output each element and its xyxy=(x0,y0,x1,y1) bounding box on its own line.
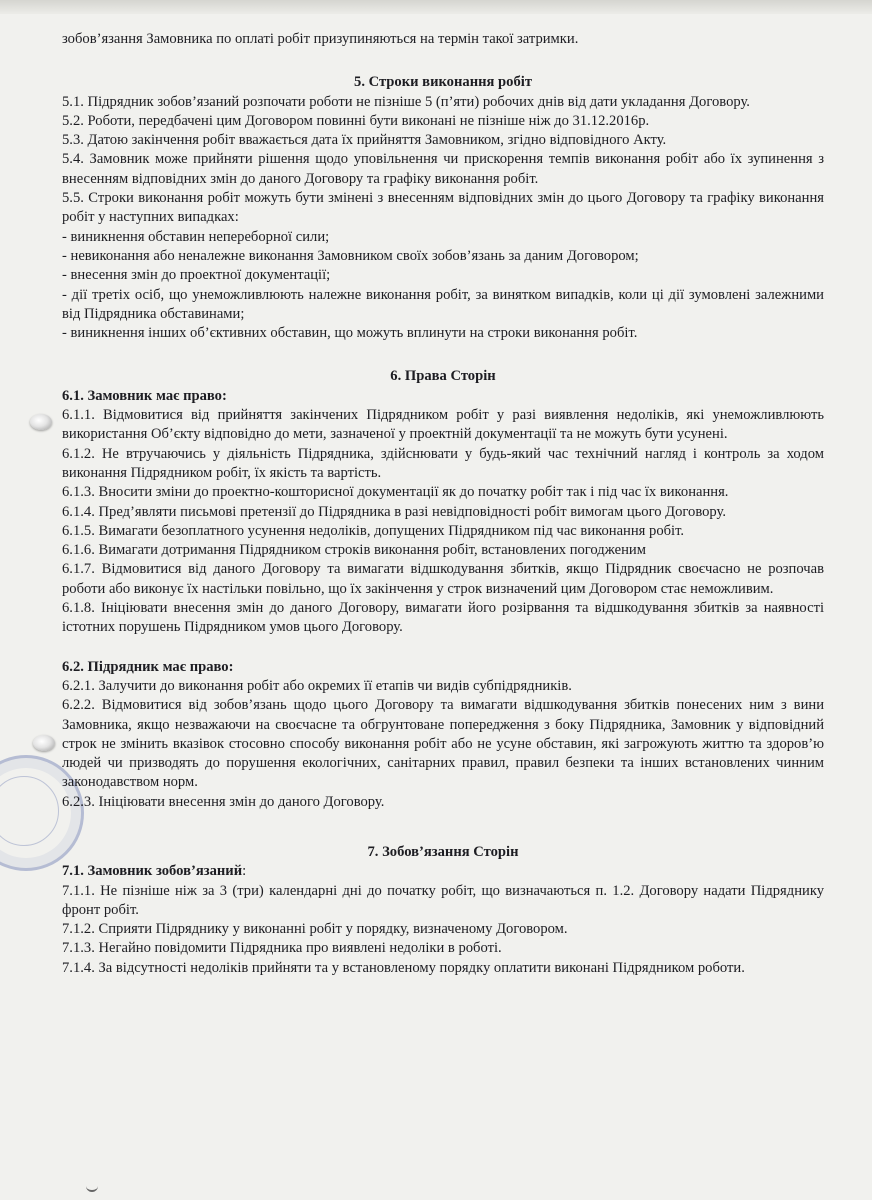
seal-inner-ring xyxy=(0,776,59,846)
clause-7-1-2: 7.1.2. Сприяти Підряднику у виконанні робіт у порядку, визначеному Договором. xyxy=(62,921,568,938)
section-6-title: 6. Права Сторін xyxy=(390,368,496,385)
clause-5-5: 5.5. Строки виконання робіт можуть бути змінені з внесенням відповідних змін до цього Договору та графіку виконання робіт у наступних випадках: xyxy=(62,190,824,226)
subsection-7-1-colon: : xyxy=(242,863,247,880)
section-7-title: 7. Зобов’язання Сторін xyxy=(367,843,519,860)
intro-paragraph: зобов’язання Замовника по оплаті робіт призупиняються на термін такої затримки. xyxy=(62,31,579,47)
page-number-mark xyxy=(86,1184,98,1192)
clause-7-1-3: 7.1.3. Негайно повідомити Підрядника про виявлені недоліки в роботі. xyxy=(62,940,502,957)
clause-7-1-4: 7.1.4. За відсутності недоліків прийняти та у встановленому порядку оплатити виконані Підрядником роботи. xyxy=(62,959,745,976)
clause-6-1-6: 6.1.6. Вимагати дотримання Підрядником строків виконання робіт, встановлених погодженим xyxy=(62,542,646,559)
document-body xyxy=(62,30,824,978)
clause-5-3: 5.3. Датою закінчення робіт вважається дата їх прийняття Замовником, згідно відповідного Акту. xyxy=(62,132,667,149)
clause-6-1-1: 6.1.1. Відмовитися від прийняття закінчених Підрядником робіт у разі виявлення недоліків, які унеможливлюють використання Об’єкту відповідно до мети, зазначеної у проектній документації та не можуть бути усунені. xyxy=(62,407,824,443)
clause-6-1-3: 6.1.3. Вносити зміни до проектно-кошторисної документації як до початку робіт так і під час їх виконання. xyxy=(62,484,729,501)
punch-hole-upper xyxy=(30,414,52,430)
clause-6-1-5: 6.1.5. Вимагати безоплатного усунення недоліків, допущених Підрядником під час виконання робіт. xyxy=(62,522,685,539)
subsection-7-1-title-bold: 7.1. Замовник зобов’язаний xyxy=(62,863,243,880)
clause-6-1-8: 6.1.8. Ініціювати внесення змін до даного Договору, вимагати його розірвання та відшкодування збитків за наявності істотних порушень Підрядником умов цього Договору. xyxy=(62,600,824,636)
subsection-6-1-title: 6.1. Замовник має право: xyxy=(62,387,227,404)
subsection-6-2-title: 6.2. Підрядник має право: xyxy=(62,658,234,675)
list-item-third-parties: - дії третіх осіб, що унеможливлюють належне виконання робіт, за винятком випадків, коли ці дії зумовлені залежними від Підрядника обставинами; xyxy=(62,286,824,322)
clause-5-2: 5.2. Роботи, передбачені цим Договором повинні бути виконані не пізніше ніж до 31.12.2016р. xyxy=(62,112,650,129)
clause-6-1-7: 6.1.7. Відмовитися від даного Договору та вимагати відшкодування збитків, якщо Підрядник своєчасно не розпочав роботи або виконує їх настільки повільно, що їх закінчення у строк визначений цим Договором стає неможливим. xyxy=(62,561,824,597)
clause-6-2-1: 6.2.1. Залучити до виконання робіт або окремих її етапів чи видів субпідрядників. xyxy=(62,677,572,694)
list-item-design-changes: - внесення змін до проектної документації; xyxy=(62,267,331,284)
scan-edge-shadow xyxy=(0,0,872,14)
clause-6-1-4: 6.1.4. Пред’являти письмові претензії до Підрядника в разі невідповідності робіт вимогам цього Договору. xyxy=(62,503,727,520)
clause-6-2-3: 6.2.3. Ініціювати внесення змін до даного Договору. xyxy=(62,793,385,810)
list-item-other-circumstances: - виникнення інших об’єктивних обставин, що можуть вплинути на строки виконання робіт. xyxy=(62,325,638,342)
clause-7-1-1: 7.1.1. Не пізніше ніж за 3 (три) календарні дні до початку робіт, що визначаються п. 1.2. Договору надати Підряднику фронт робіт. xyxy=(62,882,824,918)
clause-5-4: 5.4. Замовник може прийняти рішення щодо уповільнення чи прискорення темпів виконання робіт або їх зупинення з внесенням відповідних змін до даного Договору та графіку виконання робіт. xyxy=(62,151,824,187)
clause-6-1-2: 6.1.2. Не втручаючись у діяльність Підрядника, здійснювати у будь-який час технічний нагляд і контроль за ходом виконання Підрядником робіт, їх якість та вартість. xyxy=(62,445,824,481)
subsection-7-1-title xyxy=(62,862,824,881)
list-item-customer-default: - невиконання або неналежне виконання Замовником своїх зобов’язань за даним Договором; xyxy=(62,247,639,264)
punch-hole-lower xyxy=(33,735,55,751)
section-5-title: 5. Строки виконання робіт xyxy=(354,74,532,91)
clause-5-1: 5.1. Підрядник зобов’язаний розпочати роботи не пізніше 5 (п’яти) робочих днів від дати укладання Договору. xyxy=(62,93,750,110)
clause-6-2-2: 6.2.2. Відмовитися від зобов’язань щодо цього Договору та вимагати відшкодування збитків понесених ним з вини Замовника, якщо незважаючи на своєчасне та обгрунтоване попередження з боку Підрядника, Замовник у відповідний строк не змінить вказівок стосовно способу виконання робіт або не усуне обставин, які загрожують життю та здоров’ю людей чи призводять до порушення екологічних, санітарних правил, правил безпеки та інших встановлених чинним законодавством норм. xyxy=(62,697,824,791)
list-item-force-majeure: - виникнення обставин непереборної сили; xyxy=(62,228,330,245)
